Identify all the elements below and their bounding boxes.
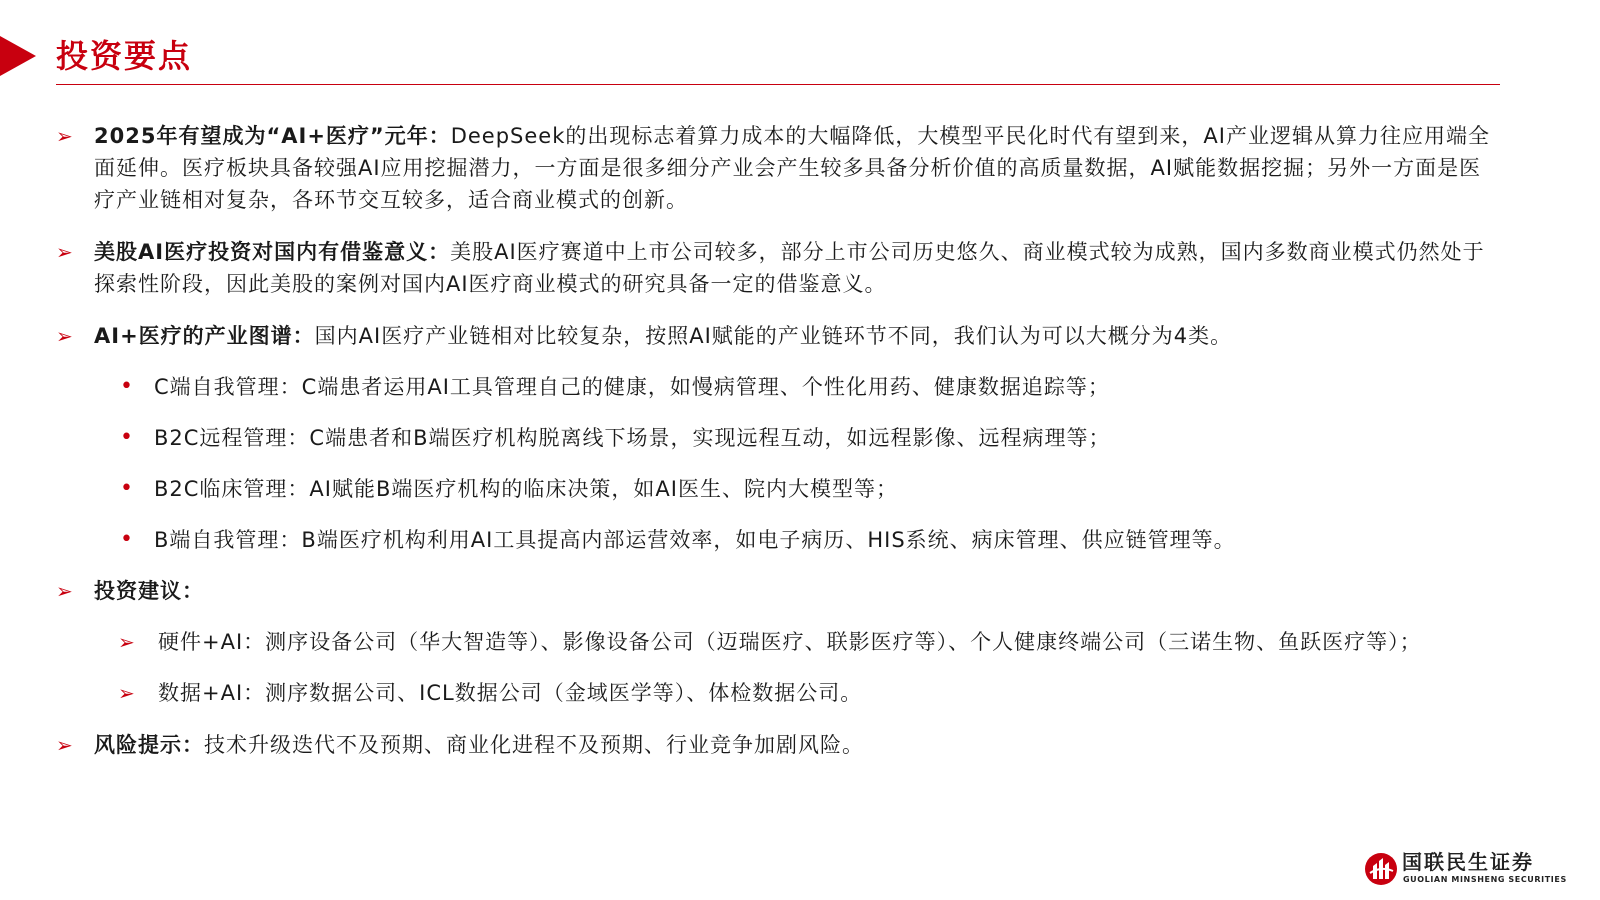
point-lead: 风险提示： bbox=[94, 733, 204, 757]
point-lead: 投资建议： bbox=[94, 579, 204, 603]
point-us-reference bbox=[56, 236, 1500, 300]
point-2025-ai-medical bbox=[56, 120, 1500, 216]
point-industry-map bbox=[56, 320, 1500, 352]
point-body: 国内AI医疗产业链相对比较复杂，按照AI赋能的产业链环节不同，我们认为可以大概分为4类。 bbox=[314, 324, 1233, 348]
sub-item-b2c-clinical: • B2C临床管理：AI赋能B端医疗机构的临床决策，如AI医生、院内大模型等； bbox=[56, 473, 1500, 505]
arrow-bullet-icon: ➢ bbox=[56, 733, 74, 757]
point-risk bbox=[56, 729, 1500, 761]
point-body: DeepSeek的出现标志着算力成本的大幅降低，大模型平民化时代有望到来，AI产业逻辑从算力往应用端全面延伸。医疗板块具备较强AI应用挖掘潜力，一方面是很多细分产业会产生较多具备分析价值的高质量数据，AI赋能数据挖掘；另外一方面是医疗产业链相对复杂，各环节交互较多，适合商业模式的创新。 bbox=[94, 124, 1490, 212]
arrow-bullet-icon: ➢ bbox=[118, 630, 136, 654]
arrow-bullet-icon: ➢ bbox=[56, 124, 74, 148]
sub-item-b2c-remote: • B2C远程管理：C端患者和B端医疗机构脱离线下场景，实现远程互动，如远程影像、远程病理等； bbox=[56, 422, 1500, 454]
point-investment-advice bbox=[56, 575, 1500, 607]
title-divider bbox=[56, 84, 1500, 85]
dot-bullet-icon: • bbox=[120, 527, 134, 552]
dot-bullet-icon: • bbox=[120, 374, 134, 399]
point-lead: 美股AI医疗投资对国内有借鉴意义： bbox=[94, 240, 451, 264]
sub-item-data-ai: ➢ 数据+AI：测序数据公司、ICL数据公司（金域医学等）、体检数据公司。 bbox=[56, 677, 1500, 709]
arrow-bullet-icon: ➢ bbox=[56, 579, 74, 603]
arrow-bullet-icon: ➢ bbox=[118, 681, 136, 705]
arrow-bullet-icon: ➢ bbox=[56, 324, 74, 348]
sub-item-c-self-management: • C端自我管理：C端患者运用AI工具管理自己的健康，如慢病管理、个性化用药、健康数据追踪等； bbox=[56, 371, 1500, 403]
point-body: 技术升级迭代不及预期、商业化进程不及预期、行业竞争加剧风险。 bbox=[204, 733, 864, 757]
guolian-minsheng-logo-icon bbox=[1364, 852, 1398, 886]
company-logo bbox=[1364, 850, 1574, 890]
logo-name-cn: 国联民生证券 bbox=[1402, 850, 1534, 874]
sub-item-b-self-management: • B端自我管理：B端医疗机构利用AI工具提高内部运营效率，如电子病历、HIS系统、病床管理、供应链管理等。 bbox=[56, 524, 1500, 556]
dot-bullet-icon: • bbox=[120, 476, 134, 501]
title-arrow-icon bbox=[0, 36, 36, 76]
dot-bullet-icon: • bbox=[120, 425, 134, 450]
sub-item-hardware-ai: ➢ 硬件+AI：测序设备公司（华大智造等）、影像设备公司（迈瑞医疗、联影医疗等）、个人健康终端公司（三诺生物、鱼跃医疗等）； bbox=[56, 626, 1500, 658]
point-lead: AI+医疗的产业图谱： bbox=[94, 324, 315, 348]
point-body: 美股AI医疗赛道中上市公司较多，部分上市公司历史悠久、商业模式较为成熟，国内多数商业模式仍然处于探索性阶段，因此美股的案例对国内AI医疗商业模式的研究具备一定的借鉴意义。 bbox=[94, 240, 1485, 296]
page-title: 投资要点 bbox=[56, 37, 193, 75]
point-lead: 2025年有望成为“AI+医疗”元年： bbox=[94, 124, 451, 148]
arrow-bullet-icon: ➢ bbox=[56, 240, 74, 264]
content-body bbox=[56, 120, 1500, 761]
logo-name-en: GUOLIAN MINSHENG SECURITIES bbox=[1403, 875, 1567, 884]
